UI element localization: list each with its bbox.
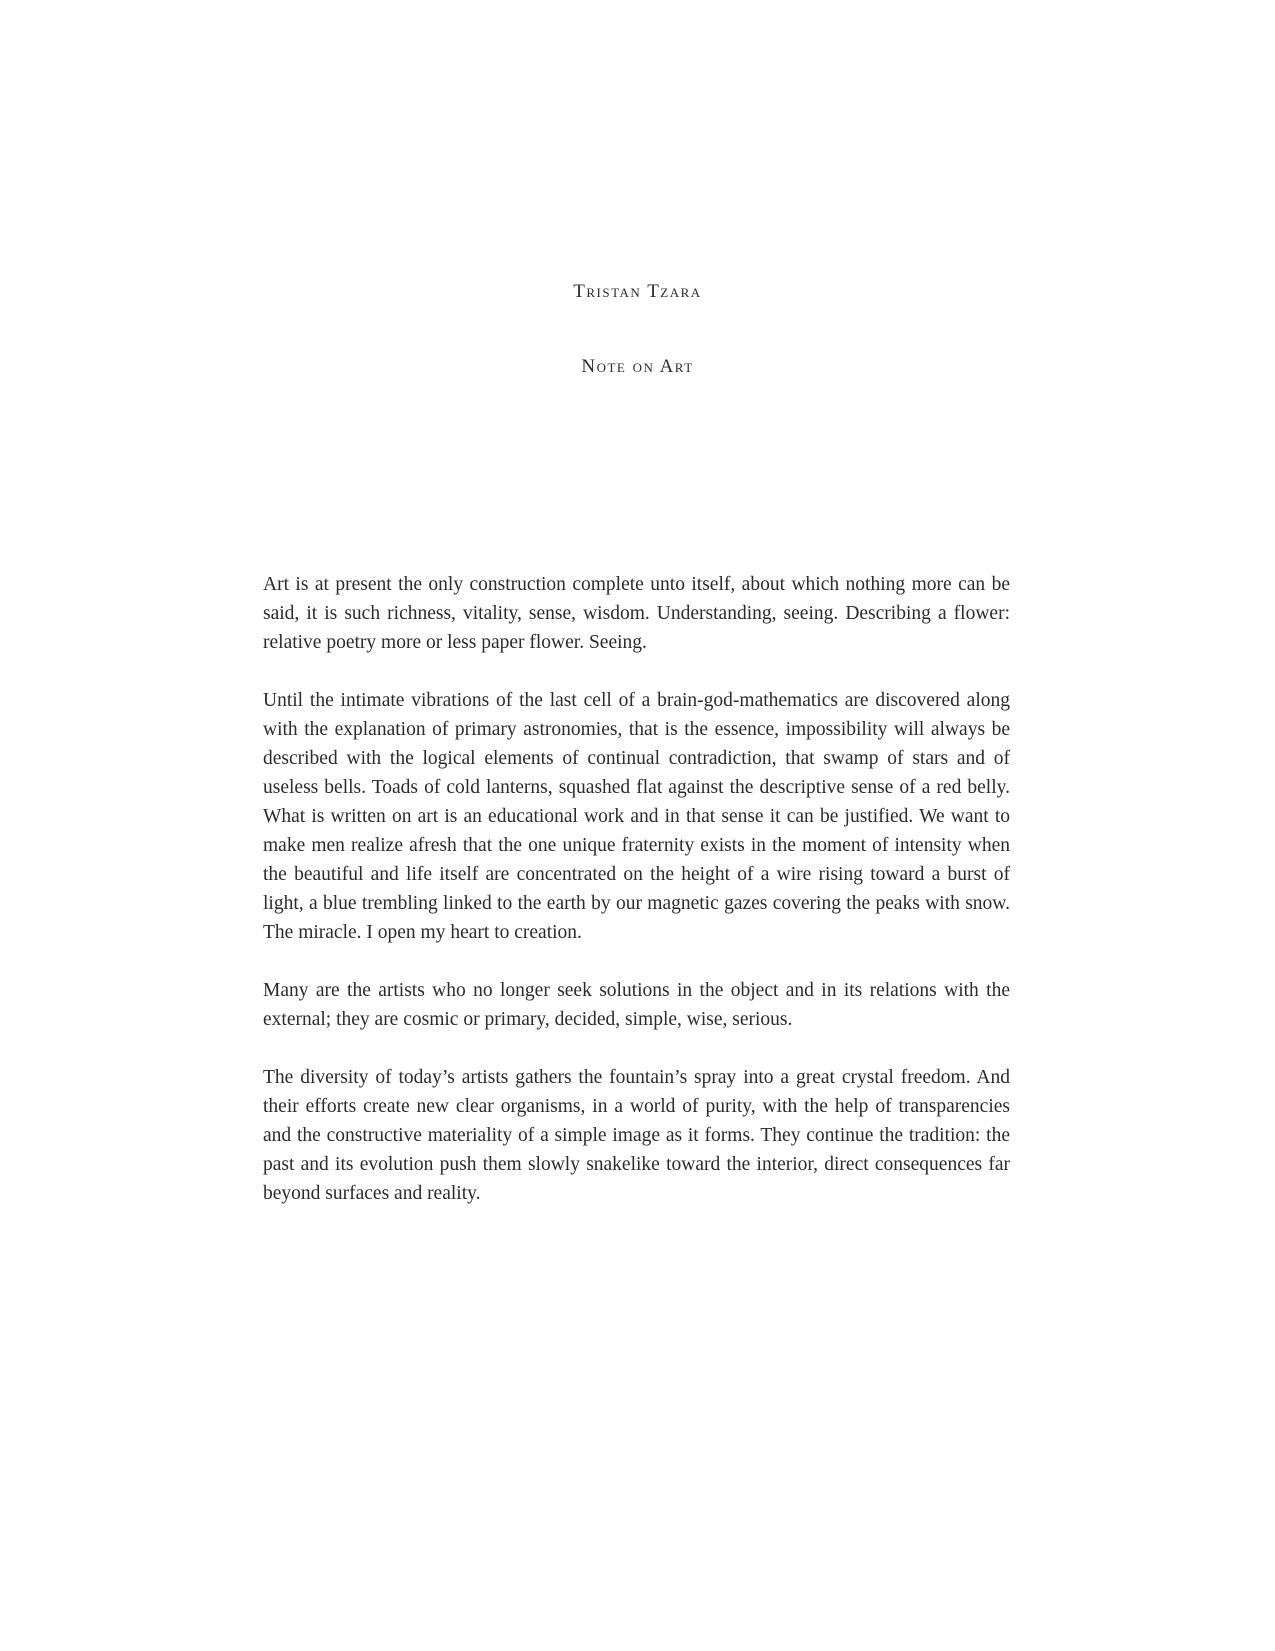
paragraph: Until the intimate vibrations of the last cell of a brain-god-mathematics are discovered along with the explanation of primary astronomies, that is the essence, impossibility will always be described with the logical elements of continual contradiction, that swamp of stars and of useless bells. Toads of cold lanterns, squashed flat against the descriptive sense of a red belly. What is written on art is an educational work and in that sense it can be justified. We want to make men realize afresh that the one unique fraternity exists in the moment of intensity when the beautiful and life itself are concentrated on the height of a wire rising toward a burst of light, a blue trembling linked to the earth by our magnetic gazes covering the peaks with snow. The miracle. I open my heart to creation. <box>263 690 1010 943</box>
paragraph: Many are the artists who no longer seek solutions in the object and in its relations with the external; they are cosmic or primary, decided, simple, wise, serious. <box>263 980 1010 1030</box>
author-name: Tristan Tzara <box>573 281 702 302</box>
essay-title: Note on Art <box>581 356 694 377</box>
paragraph: The diversity of today’s artists gathers the fountain’s spray into a great crystal freedom. And their efforts create new clear organisms, in a world of purity, with the help of transparencies and the constructive materiality of a simple image as it forms. They continue the tradition: the past and its evolution push them slowly snakelike toward the interior, direct consequences far beyond surfaces and reality. <box>263 1067 1010 1204</box>
essay-body <box>263 570 1010 1237</box>
paragraph: Art is at present the only construction complete unto itself, about which nothing more can be said, it is such richness, vitality, sense, wisdom. Understanding, seeing. Describing a flower: relative poetry more or less paper flower. Seeing. <box>263 574 1010 653</box>
